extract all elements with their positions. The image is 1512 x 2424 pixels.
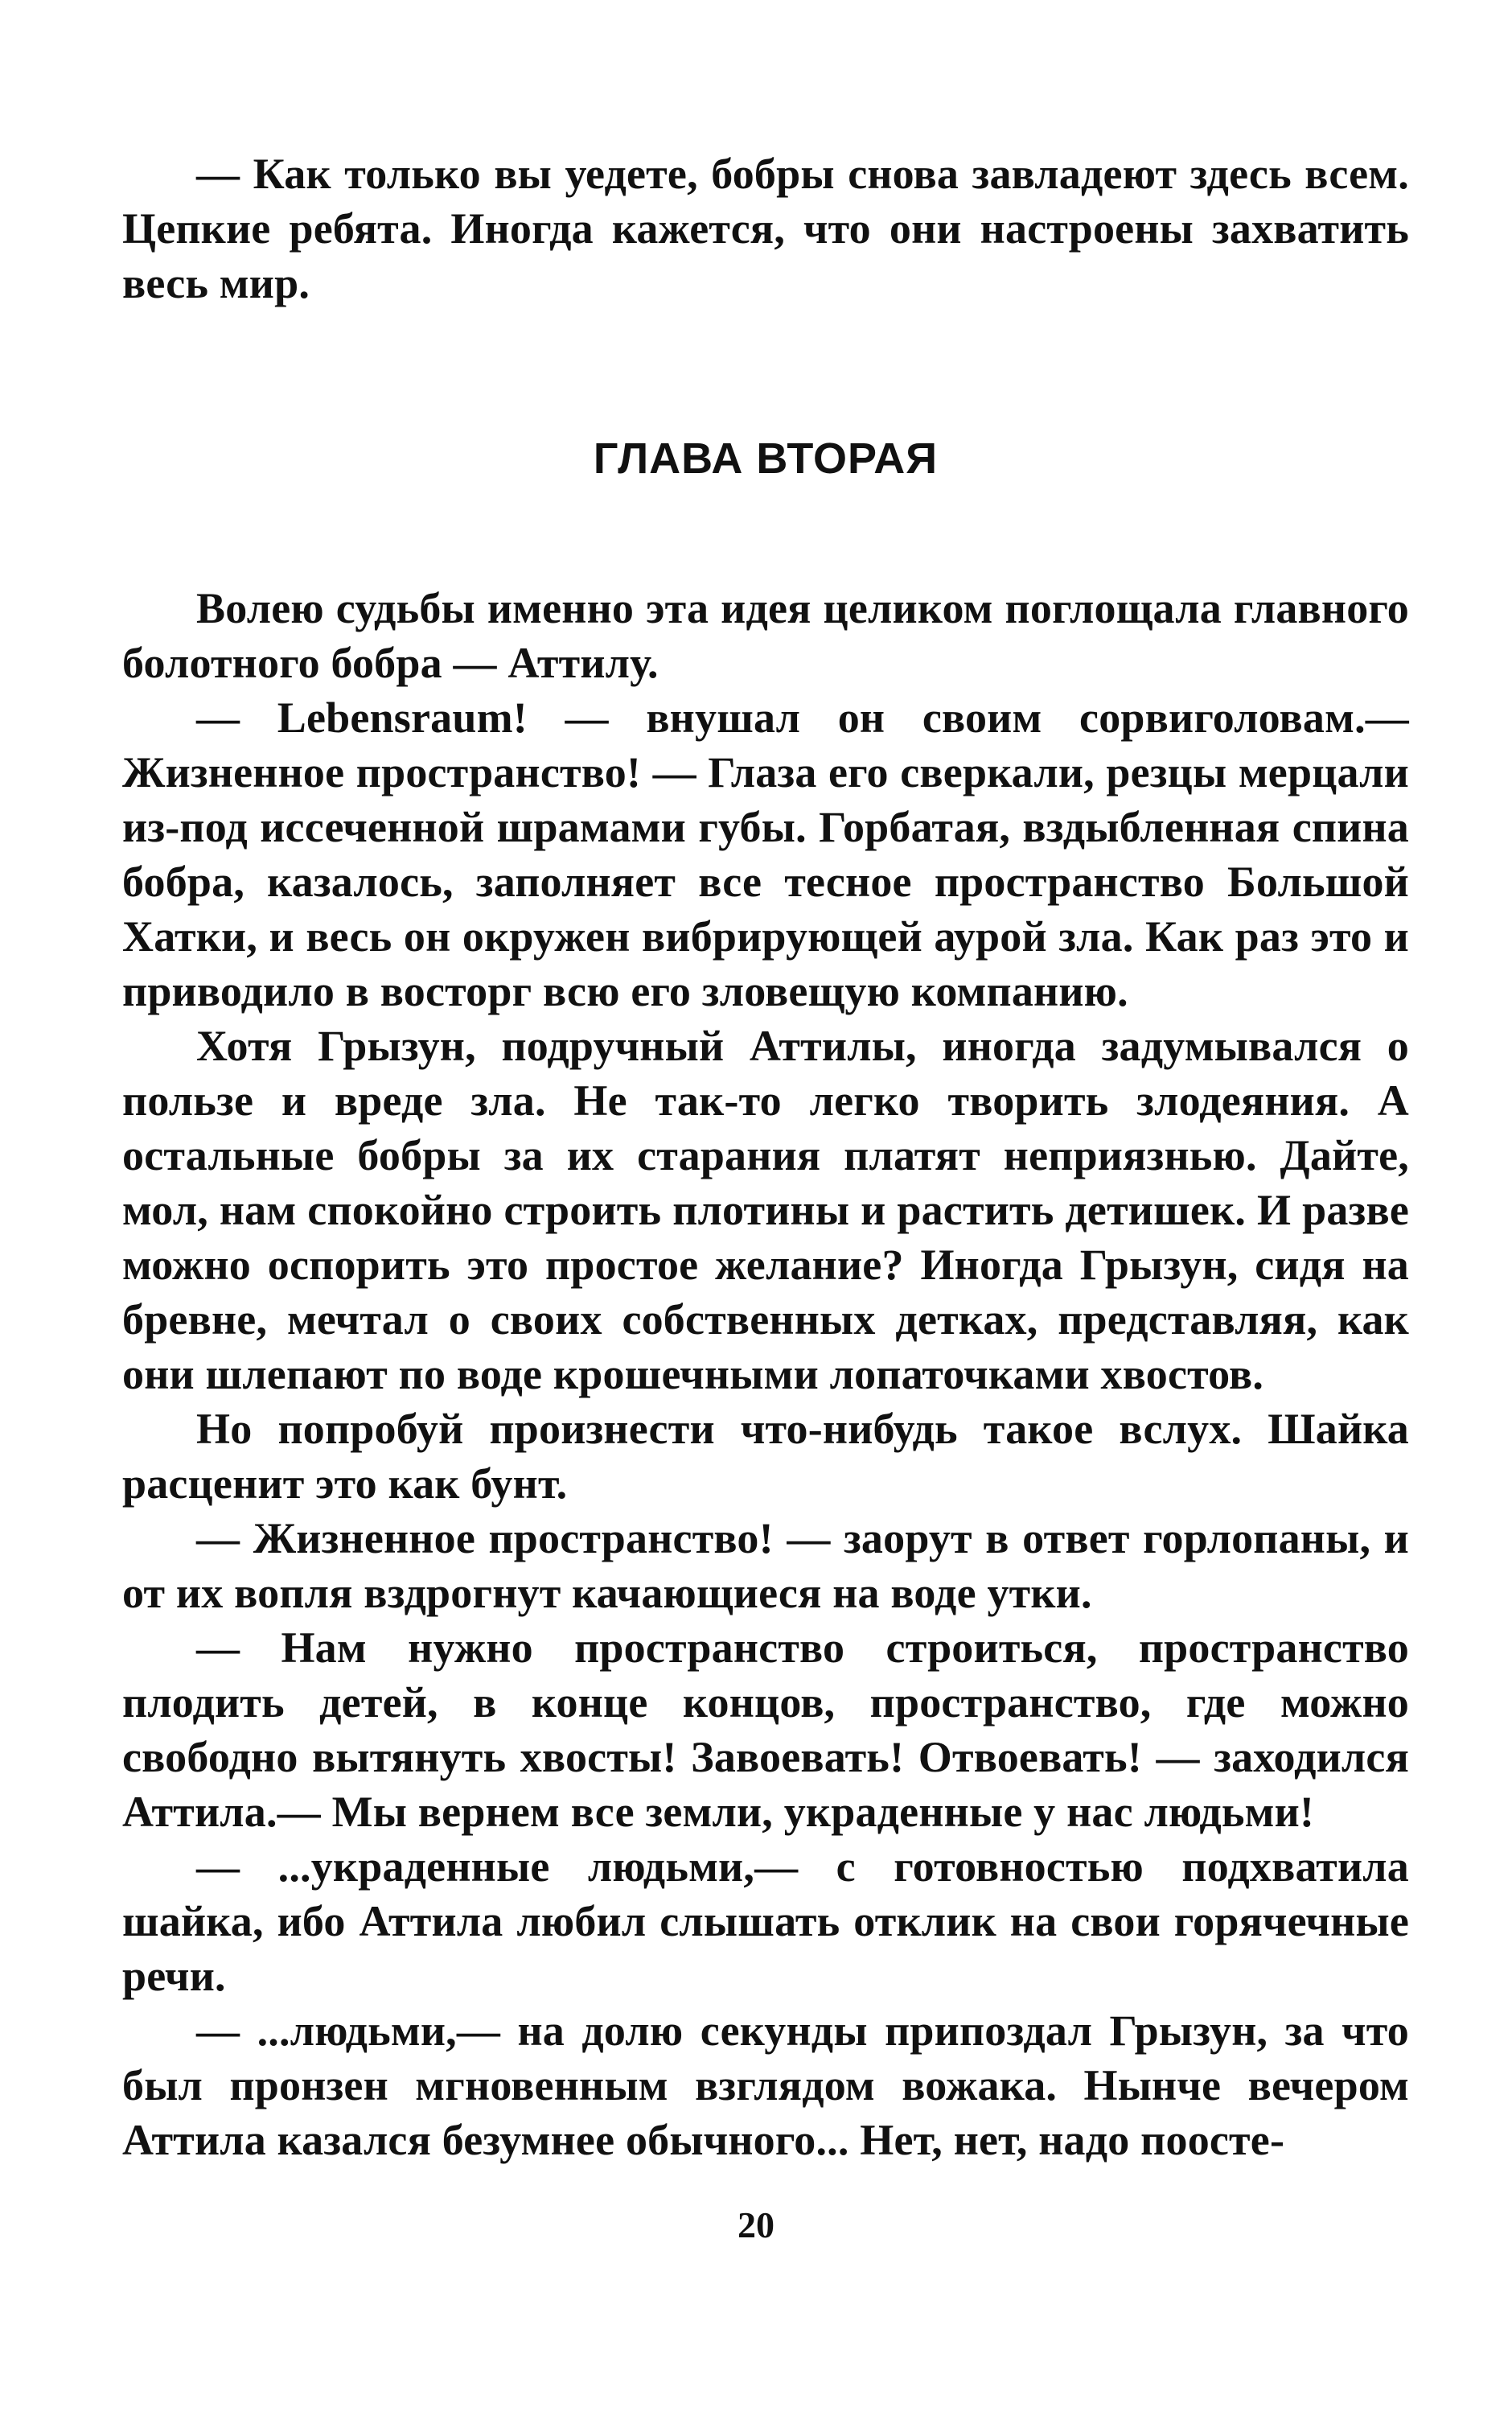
text-column [122,146,1409,2167]
chapter-title: ГЛАВА ВТОРАЯ [593,434,939,483]
paragraph-8: — ...людьми,— на долю секунды припоздал Грызун, за что был пронзен мгновенным взглядом вожака. Нынче вечером Аттила казался безумнее обычного... Нет, нет, надо поосте- [122,2006,1409,2164]
paragraph-7: — ...украденные людьми,— с готовностью подхватила шайка, ибо Аттила любил слышать отклик на свои горячечные речи. [122,1842,1409,2000]
paragraph-4: Но попробуй произнести что-нибудь такое вслух. Шайка расценит это как бунт. [122,1405,1409,1508]
paragraph-3: Хотя Грызун, подручный Аттилы, иногда задумывался о пользе и вреде зла. Не так-то легко творить злодеяния. А остальные бобры за их старания платят неприязнью. Дайте, мол, нам спокойно строить плотины и растить детишек. И разве можно оспорить это простое желание? Иногда Грызун, сидя на бревне, мечтал о своих собственных детках, представляя, как они шлепают по воде крошечными лопаточками хвостов. [122,1022,1409,1398]
paragraph-opening-dialogue: — Как только вы уедете, бобры снова завладеют здесь всем. Цепкие ребята. Иногда кажется, что они настроены захватить весь мир. [122,150,1409,307]
paragraph-5: — Жизненное пространство! — заорут в ответ горлопаны, и от их вопля вздрогнут качающиеся на воде утки. [122,1514,1409,1617]
paragraph-6: — Нам нужно пространство строиться, пространство плодить детей, в конце концов, пространство, где можно свободно вытянуть хвосты! Завоевать! Отвоевать! — заходился Аттила.— Мы вернем все земли, украденные у нас людьми! [122,1624,1409,1836]
page-number: 20 [738,2204,774,2245]
paragraph-2: — Lebensraum! — внушал он своим сорвиголовам.— Жизненное пространство! — Глаза его сверкали, резцы мерцали из-под иссеченной шрамами губы. Горбатая, вздыбленная спина бобра, казалось, заполняет все тесное пространство Большой Хатки, и весь он окружен вибрирующей аурой зла. Как раз это и приводило в восторг всю его зловещую компанию. [122,693,1409,1015]
paragraph-1: Волею судьбы именно эта идея целиком поглощала главного болотного бобра — Аттилу. [122,584,1409,687]
